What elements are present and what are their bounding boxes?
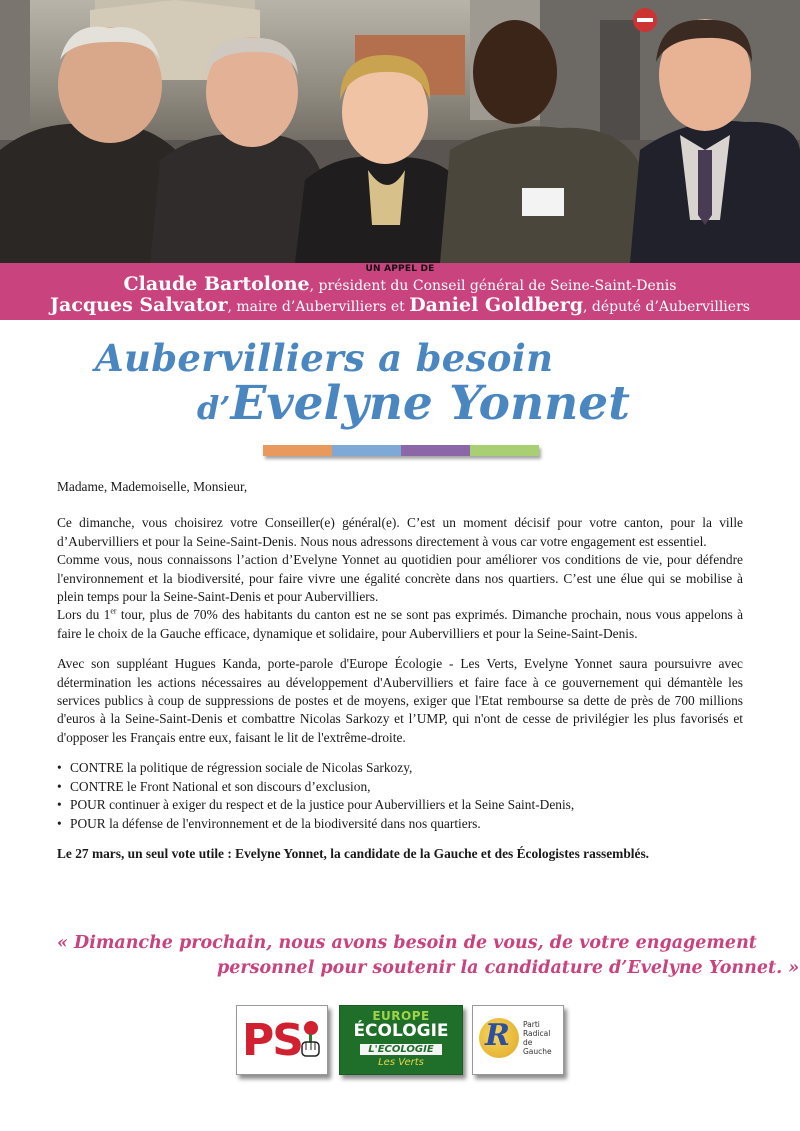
- ee-logo-line-2: ÉCOLOGIE: [353, 1021, 449, 1041]
- prg-logo-text: [523, 1020, 563, 1056]
- headline-line-1: Aubervilliers a besoin: [95, 336, 554, 380]
- list-item: • POUR continuer à exiger du respect et de la justice pour Aubervilliers et la Seine Saint-Denis,: [57, 796, 743, 814]
- paragraph-2: Comme vous, nous connaissons l’action d’Evelyne Yonnet au quotidien pour améliorer vos conditions de vie, pour défendre l'environnement et la biodiversité, pour faire vivre une égalité concrète dans nos quartiers. C’est une élue qui se mobilise à plein temps pour la Seine-Saint-Denis et pour Aubervilliers.: [57, 552, 743, 605]
- banner-person-3-role: , député d’Aubervilliers: [583, 299, 750, 315]
- prg-logo: [472, 1005, 564, 1075]
- prg-line-1: Parti: [523, 1020, 540, 1029]
- color-bar-divider: [263, 445, 539, 456]
- ee-logo-line-1: EUROPE: [372, 1009, 430, 1023]
- prg-line-3: de Gauche: [523, 1038, 552, 1056]
- banner-person-1-role: , président du Conseil général de Seine-Saint-Denis: [309, 278, 677, 294]
- closing-statement: Le 27 mars, un seul vote utile : Evelyne Yonnet, la candidate de la Gauche et des Écologistes rassemblés.: [57, 845, 650, 861]
- photo-illustration: [0, 0, 800, 263]
- headline-candidate-name: Evelyne Yonnet: [230, 376, 630, 431]
- headline-line-2: [197, 376, 630, 431]
- list-item: • CONTRE le Front National et son discours d’exclusion,: [57, 778, 743, 796]
- paragraph-3-start: Lors du 1: [57, 607, 111, 623]
- banner-kicker: UN APPEL DE: [365, 264, 435, 274]
- ordinal-suffix: er: [110, 606, 117, 616]
- color-bar-purple: [401, 445, 470, 456]
- headline-prefix: d’: [197, 389, 231, 427]
- banner-person-2-role: , maire d’Aubervilliers et: [227, 299, 410, 315]
- rose-fist-icon: [299, 1020, 323, 1060]
- europe-ecologie-logo: [339, 1005, 463, 1075]
- ee-logo-line-4: Les Verts: [378, 1057, 424, 1068]
- ps-logo: [236, 1005, 328, 1075]
- quote-line-1: « Dimanche prochain, nous avons besoin de vous, de votre engagement: [57, 933, 757, 953]
- paragraph-3: [57, 606, 743, 643]
- paragraph-3-rest: tour, plus de 70% des habitants du canton est ne se sont pas exprimés. Dimanche prochain, nous vous appelons à faire le choix de la Gauche efficace, dynamique et solidaire, pour Aubervilliers et pour la Seine-Saint-Denis.: [57, 607, 744, 641]
- prg-r-icon: R: [485, 1018, 510, 1053]
- ps-logo-text: PS: [242, 1015, 302, 1066]
- prg-line-2: Radical: [523, 1029, 551, 1038]
- color-bar-orange: [263, 445, 332, 456]
- list-item: • CONTRE la politique de régression sociale de Nicolas Sarkozy,: [57, 759, 743, 777]
- pull-quote: [57, 931, 800, 981]
- banner-person-3: Daniel Goldberg: [409, 294, 583, 316]
- salutation: Madame, Mademoiselle, Monsieur,: [57, 479, 248, 494]
- list-item: • POUR la défense de l'environnement et de la biodiversité dans nos quartiers.: [57, 815, 743, 833]
- paragraph-4: Avec son suppléant Hugues Kanda, porte-parole d'Europe Écologie - Les Verts, Evelyne Yonnet saura poursuivre avec détermination les actions nécessaires au développement d'Aubervilliers et faire face à ce gouvernement qui démantèle les services publics à coup de suppressions de postes et de moyens, exiger que l'Etat rembourse sa dette de près de 700 millions d'euros à la Seine-Saint-Denis et combattre Nicolas Sarkozy et l’UMP, qui n'ont de cesse de privilégier les plus favorisés et d'opposer les Français entre eux, faisant le lit de l'extrême-droite.: [57, 656, 743, 745]
- quote-line-2: personnel pour soutenir la candidature d’Evelyne Yonnet. »: [217, 958, 800, 978]
- color-bar-green: [470, 445, 539, 456]
- banner-person-2: Jacques Salvator: [50, 294, 228, 316]
- paragraph-1: Ce dimanche, vous choisirez votre Conseiller(e) général(e). C’est un moment décisif pour votre canton, pour la ville d’Aubervilliers et pour la Seine-Saint-Denis. Nous nous adressons directement à vous car votre engagement est essentiel.: [57, 515, 743, 549]
- banner-line-2: [0, 294, 800, 316]
- ee-logo-line-3: L'ÉCOLOGIE: [360, 1044, 442, 1055]
- letter-body: [57, 478, 743, 863]
- color-bar-blue: [332, 445, 401, 456]
- group-photo: [0, 0, 800, 263]
- banner-line-1: [0, 273, 800, 295]
- pledge-list: [57, 759, 743, 833]
- appeal-banner: [0, 263, 800, 320]
- banner-person-1: Claude Bartolone: [123, 273, 310, 295]
